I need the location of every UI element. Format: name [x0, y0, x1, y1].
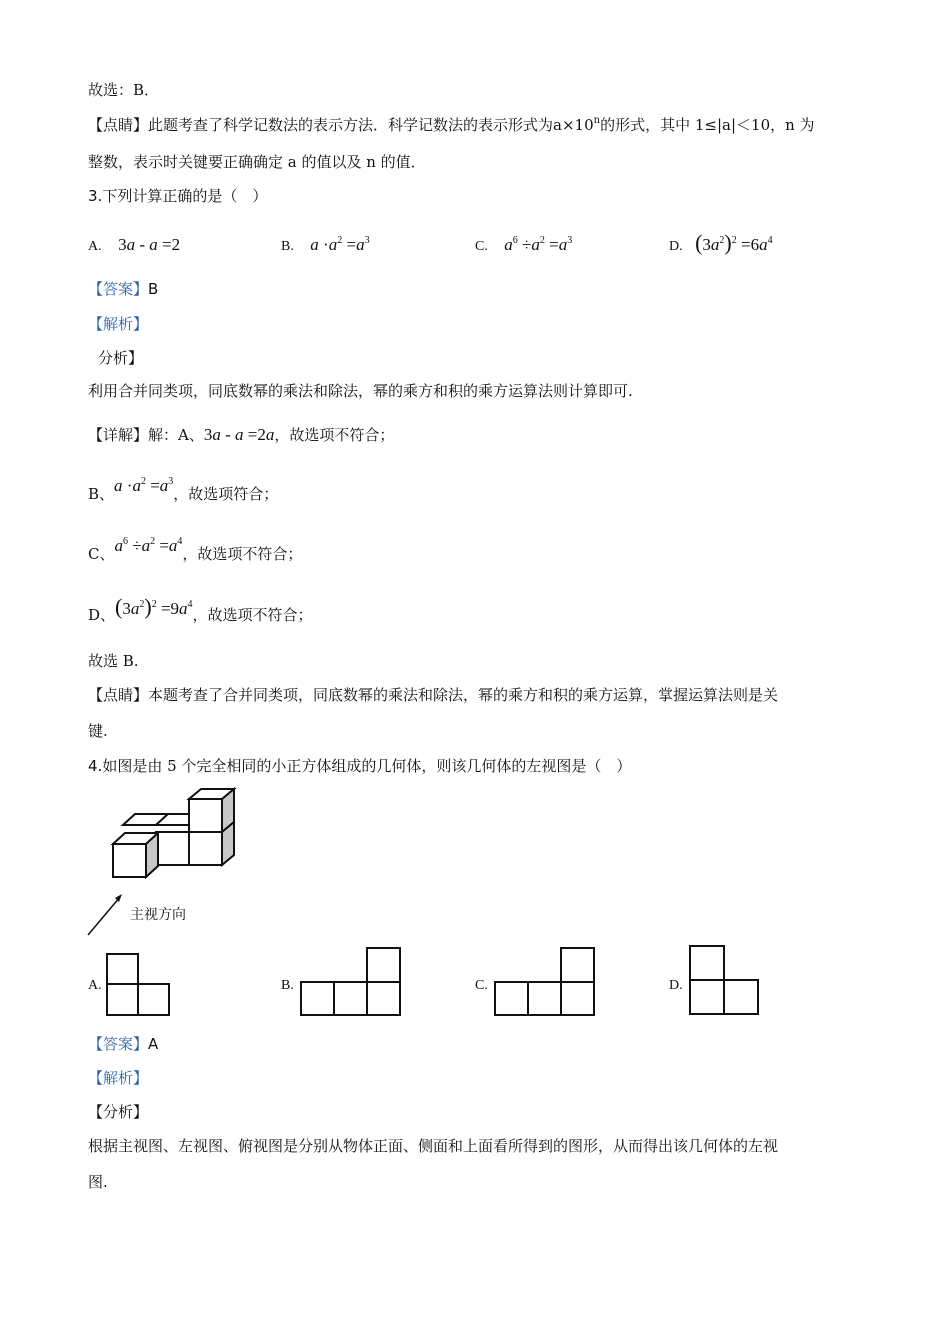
q3-note-tag: 【点睛】: [88, 686, 149, 704]
cube-front-face-right: [189, 832, 222, 865]
conclusion-line: 故选：B．: [88, 81, 160, 99]
q3-detail-b-formula: $a \cdot a^2 =a^3$: [114, 476, 174, 495]
q3-fenxi-text: 利用合并同类项，同底数幂的乘法和除法，幂的乘方和积的乘方运算法则计算即可.: [88, 382, 633, 400]
q3-detail-b: [88, 476, 279, 504]
q3-detail-d: [88, 594, 313, 625]
q3-option-a: [88, 235, 180, 257]
q3-option-d: [669, 230, 773, 257]
q3-option-d-label: D.: [669, 239, 683, 254]
q3-answer-line: [88, 279, 158, 299]
cube-front-face-middle: [156, 832, 189, 865]
q4-option-a-label: A.: [88, 978, 102, 993]
q4-fenxi-text-1: 根据主视图、左视图、俯视图是分别从物体正面、侧面和上面看所得到的图形，从而得出该几何体的左视: [88, 1137, 779, 1155]
tip-text-c: 的形式，其中 1≤|a|＜10，n 为: [600, 116, 815, 134]
q3-note-line: [88, 685, 778, 705]
q3-note-text-a: 本题考查了合并同类项，同底数幂的乘法和除法，幂的乘方和积的乘方运算，掌握运算法则是关: [148, 686, 779, 704]
q4-stem: [88, 756, 631, 776]
q4-analysis-tag: 【解析】: [88, 1069, 149, 1087]
q3-detail-d-formula: $(3a^2)^2 =9a^4$: [115, 594, 193, 619]
q3-option-c-label: C.: [475, 239, 488, 254]
cube-front-face-front: [113, 844, 146, 877]
q3-analysis-tag: 【解析】: [88, 315, 149, 333]
q3-detail-a: [88, 425, 394, 445]
tip-line: [88, 115, 815, 135]
q3-option-b-label: B.: [281, 239, 294, 254]
direction-arrow: [88, 897, 120, 935]
q3-stem: [88, 186, 267, 206]
q3-option-c-formula: $a^6 \div a^2 =a^3$: [504, 235, 573, 254]
q4-stem-text: 如图是由 5 个完全相同的小正方体组成的几何体，则该几何体的左视图是（ ）: [102, 757, 632, 775]
q3-option-c: [475, 235, 572, 257]
q3-note-line-2: 键.: [88, 722, 108, 740]
q3-detail-c-suffix: ，故选项不符合；: [182, 545, 303, 563]
q3-detail-c-prefix: C、: [88, 545, 115, 563]
q4-option-d-figure: [689, 945, 761, 1017]
q3-detail-d-suffix: ，故选项不符合；: [192, 606, 313, 624]
q3-option-b: [281, 235, 370, 257]
q4-fenxi-text-2: 图.: [88, 1173, 108, 1191]
q3-detail-a-prefix: 解：A、: [148, 426, 204, 444]
q3-answer-tag: 【答案】: [88, 280, 149, 298]
q3-fenxi-tag: 分析】: [98, 349, 144, 367]
q4-option-c-figure: [494, 947, 596, 1017]
tip-formula-exponent: n: [593, 115, 601, 126]
q4-option-b-figure: [300, 947, 402, 1017]
q3-detail-a-suffix: ，故选项不符合；: [274, 426, 395, 444]
q3-conclusion: 故选 B.: [88, 652, 139, 670]
q3-detail-b-prefix: B、: [88, 485, 115, 503]
q4-answer-tag: 【答案】: [88, 1035, 149, 1053]
q4-answer-line: [88, 1034, 158, 1054]
tip-tag: 【点睛】: [88, 116, 149, 134]
q4-option-c-label: C.: [475, 978, 488, 993]
q3-detail-c: [88, 536, 303, 564]
q3-option-a-label: A.: [88, 239, 102, 254]
q4-answer-value: A: [148, 1035, 159, 1053]
q3-detail-a-formula: 3a - a =2a: [203, 425, 275, 444]
q4-option-a-figure: [106, 953, 170, 1017]
tip-text-a: 此题考查了科学记数法的表示方法．科学记数法的表示形式为: [148, 116, 554, 134]
q3-detail-b-suffix: ，故选项符合；: [173, 485, 279, 503]
q4-number: 4.: [88, 757, 103, 775]
q3-option-a-formula: 3a - a =2: [118, 235, 181, 254]
q3-detail-tag: 【详解】: [88, 426, 149, 444]
q3-option-d-formula: $(3a^2)^2 =6a^4$: [695, 230, 773, 255]
q3-detail-d-prefix: D、: [88, 606, 116, 624]
direction-label: 主视方向: [130, 907, 186, 923]
tip-line-2: 整数，表示时关键要正确确定 a 的值以及 n 的值．: [88, 153, 426, 171]
q3-stem-text: 下列计算正确的是（ ）: [102, 187, 268, 205]
cube-front-face-upper: [189, 799, 222, 832]
q4-option-b-label: B.: [281, 978, 294, 993]
q4-option-d-label: D.: [669, 978, 683, 993]
q4-fenxi-tag: 【分析】: [88, 1103, 149, 1121]
q3-number: 3.: [88, 187, 103, 205]
q3-option-b-formula: $a \cdot a^2 =a^3$: [310, 235, 370, 254]
q3-answer-value: B: [148, 280, 159, 298]
tip-formula: a×10: [553, 116, 594, 134]
q3-detail-c-formula: $a^6 \div a^2 =a^4$: [114, 536, 183, 555]
